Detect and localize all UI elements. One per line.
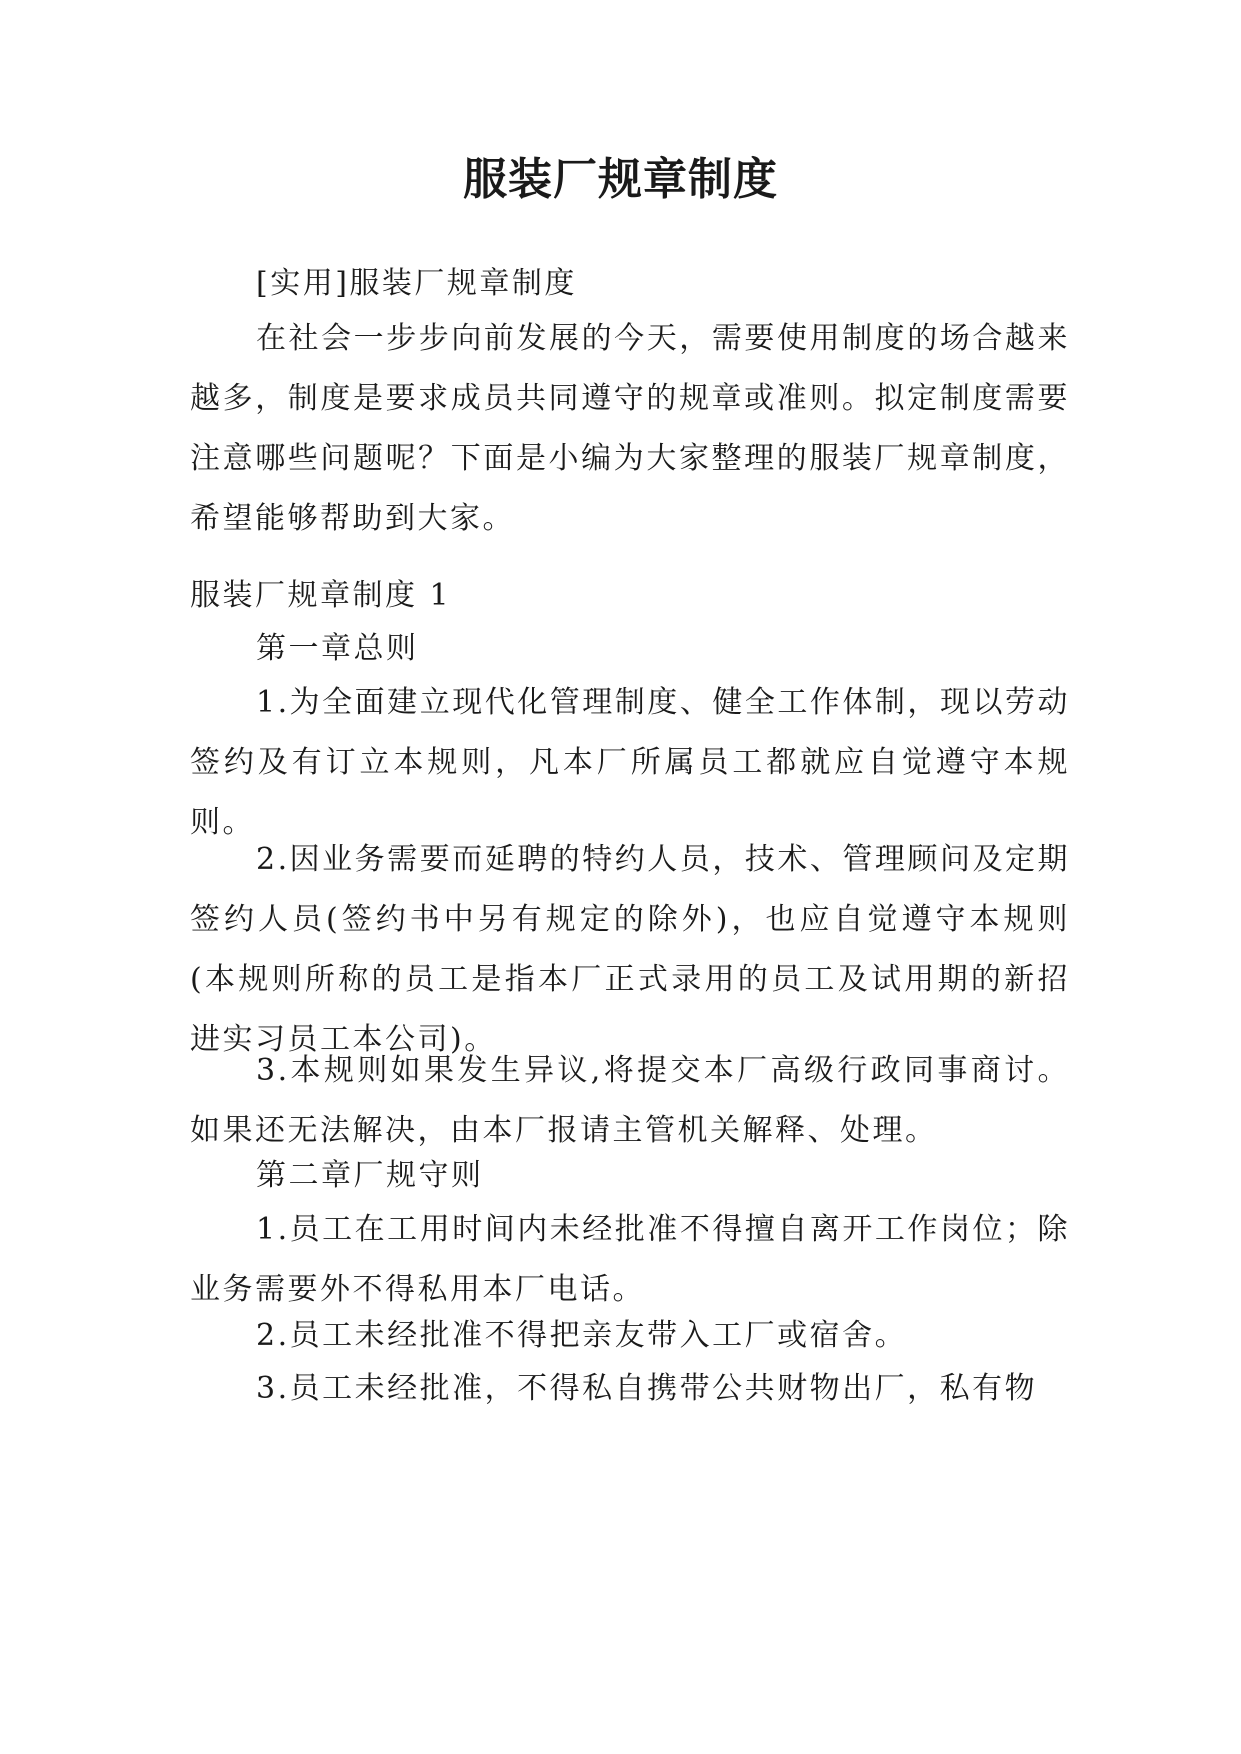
document-subtitle: [实用]服装厂规章制度 xyxy=(256,266,577,301)
chapter-2-item-2: 2.员工未经批准不得把亲友带入工厂或宿舍。 xyxy=(256,1318,908,1353)
chapter-2-item-1: 1.员工在工用时间内未经批准不得擅自离开工作岗位；除业务需要外不得私用本厂电话。 xyxy=(190,1212,1070,1307)
chapter-1-item-3: 3.本规则如果发生异议,将提交本厂高级行政同事商讨。如果还无法解决，由本厂报请主管机关解释、处理。 xyxy=(190,1053,1070,1148)
chapter-2-item-3: 3.员工未经批准，不得私自携带公共财物出厂，私有物 xyxy=(256,1371,1038,1406)
section-heading: 服装厂规章制度 1 xyxy=(190,578,452,613)
intro-paragraph: 在社会一步步向前发展的今天，需要使用制度的场合越来越多，制度是要求成员共同遵守的规章或准则。拟定制度需要注意哪些问题呢？下面是小编为大家整理的服装厂规章制度，希望能够帮助到大家。 xyxy=(190,321,1070,536)
chapter-1-item-2: 2.因业务需要而延聘的特约人员，技术、管理顾问及定期签约人员(签约书中另有规定的除外)，也应自觉遵守本规则(本规则所称的员工是指本厂正式录用的员工及试用期的新招进实习员工本公司)。 xyxy=(190,842,1070,1057)
chapter-2-heading: 第二章厂规守则 xyxy=(256,1158,484,1193)
chapter-1-item-1: 1.为全面建立现代化管理制度、健全工作体制，现以劳动签约及有订立本规则，凡本厂所属员工都就应自觉遵守本规则。 xyxy=(190,685,1070,840)
chapter-1-heading: 第一章总则 xyxy=(256,631,419,666)
document-title: 服装厂规章制度 xyxy=(463,154,778,205)
